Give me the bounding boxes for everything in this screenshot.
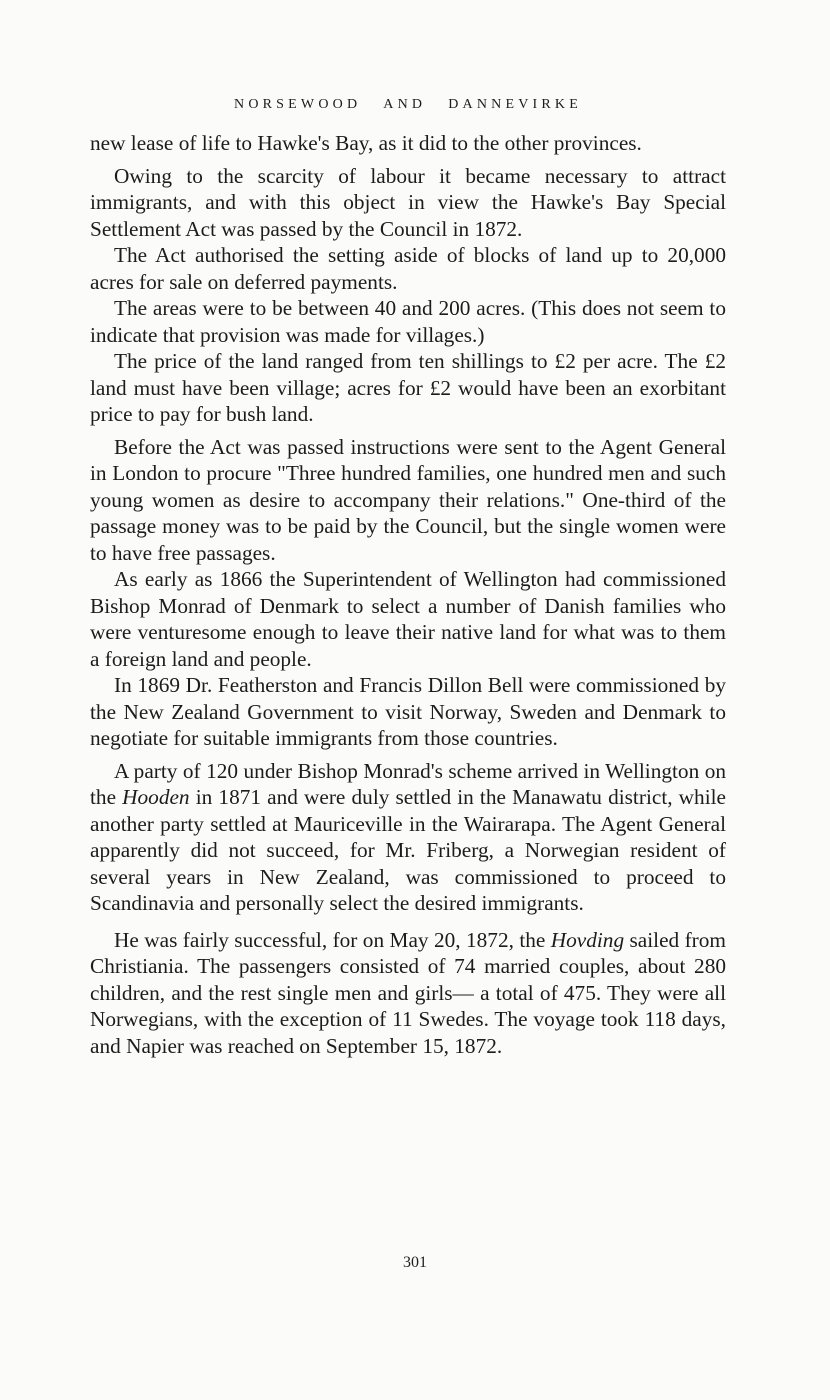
paragraph-1: new lease of life to Hawke's Bay, as it did to the other provinces. bbox=[90, 131, 642, 155]
running-head-word-2: AND bbox=[383, 97, 427, 112]
paragraph-10-text-a: He was fairly successful, for on May 20, 1872, the bbox=[114, 927, 551, 952]
paragraph-8: In 1869 Dr. Featherston and Francis Dillon Bell were commissioned by the New Zealand Government to visit Norway, Sweden and Denmark to negotiate for suitable immigrants from those countries. bbox=[90, 673, 726, 750]
page-number: 301 bbox=[403, 1254, 427, 1271]
running-head-word-3: DANNEVIRKE bbox=[448, 97, 582, 112]
paragraph-2: Owing to the scarcity of labour it became necessary to attract immigrants, and with this object in view the Hawke's Bay Special Settlement Act was passed by the Council in 1872. bbox=[90, 163, 726, 241]
paragraph-10-text-b: sailed from Christiania. The passengers consisted of 74 married couples, about 280 children, and the rest single men and girls— a total of 475. They were all Norwegians, with the exception of 11 Swedes. The voyage took 118 days, and Napier was reached on September 15, 1872. bbox=[90, 927, 726, 1058]
ship-name-hovding: Hovding bbox=[550, 927, 625, 952]
book-page bbox=[90, 96, 726, 1059]
paragraph-9-text-a: A party of 120 under Bishop Monrad's scheme arrived in Wellington on the bbox=[90, 758, 726, 809]
paragraph-7: As early as 1866 the Superintendent of Wellington had commissioned Bishop Monrad of Denmark to select a number of Danish families who were venturesome enough to leave their native land for what was to them a foreign land and people. bbox=[90, 567, 726, 671]
body-text bbox=[90, 130, 726, 1059]
paragraph-9-text-b: in 1871 and were duly settled in the Manawatu district, while another party settled at Mauriceville in the Wairarapa. The Agent General apparently did not succeed, for Mr. Friberg, a Norwegian resident of several years in New Zealand, was commissioned to proceed to Scandinavia and personally select the desired immigrants. bbox=[90, 785, 726, 915]
ship-name-hooden: Hooden bbox=[122, 785, 190, 809]
paragraph-4: The areas were to be between 40 and 200 acres. (This does not seem to indicate that provision was made for villages.) bbox=[90, 296, 726, 347]
paragraph-6: Before the Act was passed instructions were sent to the Agent General in London to procure "Three hundred families, one hundred men and such young women as desire to accompany their relations." One-third of the passage money was to be paid by the Council, but the single women were to have free passages. bbox=[90, 434, 726, 565]
paragraph-5: The price of the land ranged from ten shillings to £2 per acre. The £2 land must have been village; acres for £2 would have been an exorbitant price to pay for bush land. bbox=[90, 349, 726, 426]
paragraph-9 bbox=[90, 758, 726, 917]
paragraph-3: The Act authorised the setting aside of blocks of land up to 20,000 acres for sale on deferred payments. bbox=[90, 243, 726, 294]
running-head bbox=[90, 96, 726, 114]
running-head-word-1: NORSEWOOD bbox=[234, 97, 362, 112]
paragraph-10 bbox=[90, 927, 726, 1060]
